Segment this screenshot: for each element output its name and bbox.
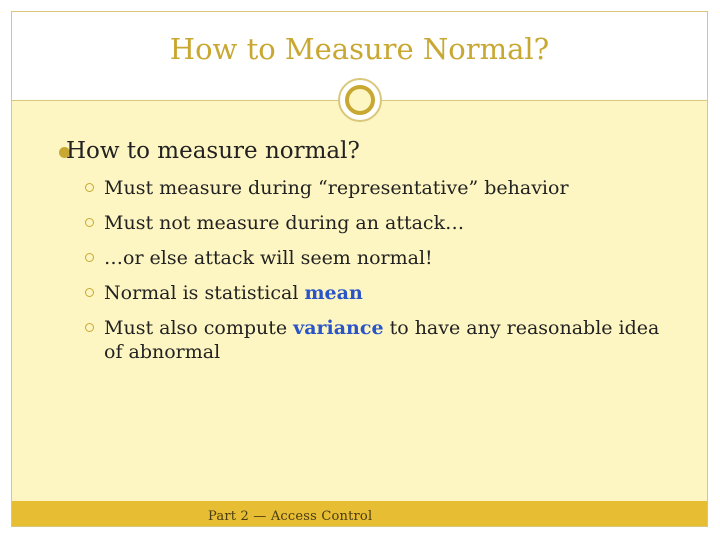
sub-bullet-5-suffix: to have any reasonable idea	[383, 317, 660, 339]
sub-bullet-5-line2: of abnormal	[104, 341, 221, 363]
sub-bullet-3	[104, 246, 433, 270]
sub-bullet-3-text: …or else attack will seem normal!	[104, 247, 433, 269]
sub-bullet-5-text: Must also compute	[104, 317, 294, 339]
sub-bullet-2-text: Must not measure during an attack…	[104, 212, 465, 234]
slide-title: How to Measure Normal?	[169, 32, 550, 66]
main-bullet	[66, 138, 360, 164]
sub-bullet-5-continuation	[104, 340, 220, 364]
highlight-variance: variance	[293, 317, 384, 339]
sub-bullet-4-text: Normal is statistical	[104, 282, 305, 304]
sub-bullet-circle-icon	[85, 323, 94, 332]
sub-bullet-circle-icon	[85, 253, 94, 262]
sub-bullet-circle-icon	[85, 183, 94, 192]
sub-bullet-5	[104, 316, 659, 340]
main-bullet-text: How to measure normal?	[66, 138, 360, 164]
highlight-mean: mean	[304, 282, 363, 304]
sub-bullet-circle-icon	[85, 218, 94, 227]
sub-bullet-2	[104, 211, 464, 235]
sub-bullet-1	[104, 176, 569, 200]
sub-bullet-4	[104, 281, 363, 305]
footer-text: Part 2 — Access Control	[208, 509, 373, 524]
footer-bar	[12, 501, 707, 526]
sub-bullet-circle-icon	[85, 288, 94, 297]
sub-bullet-1-text: Must measure during “representative” behavior	[104, 177, 569, 199]
